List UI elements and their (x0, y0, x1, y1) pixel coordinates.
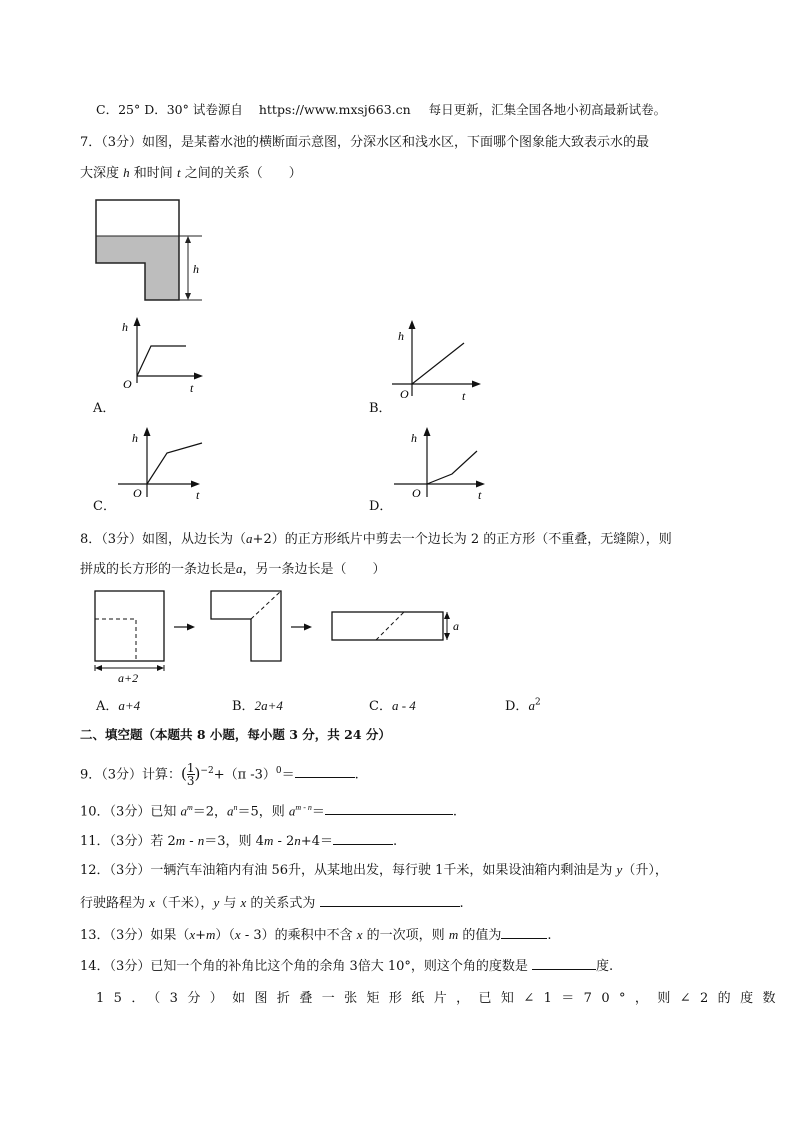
q7-option-c-graph[interactable] (110, 425, 210, 503)
top-line (96, 101, 666, 119)
svg-text:t: t (462, 389, 466, 402)
q12-line2: 行驶路程为 x（千米），y 与 x 的关系式为 . (80, 892, 464, 913)
section-2-heading: 二、填空题（本题共 8 小题，每小题 3 分，共 24 分） (80, 727, 391, 742)
pool-water (96, 236, 179, 300)
graph-curve (412, 343, 464, 384)
q11-line: 11．（3分）若 2m - n＝3，则 4m - 2n+4＝ . (80, 830, 397, 851)
q12-answer-blank[interactable] (320, 892, 460, 907)
source-prefix: 试卷源自 (192, 102, 243, 117)
cut-line (95, 619, 136, 661)
q9-answer-blank[interactable] (295, 763, 355, 778)
svg-text:O: O (412, 486, 421, 500)
svg-text:O: O (123, 377, 132, 391)
q13-answer-blank[interactable] (501, 924, 547, 939)
side-length-label: a+2 (118, 671, 139, 685)
l-shape-diagonal (251, 591, 281, 619)
q10-line: 10．（3分）已知 $a^m=2$，$a^n=5$，则 $a^{m - n}=$ . (80, 799, 457, 821)
q12-line1: 12．（3分）一辆汽车油箱内有油 56升，从某地出发，每行驶 1千米，如果设油箱内剩油是为 y（升）， (80, 862, 668, 878)
q10-answer-blank[interactable] (325, 800, 453, 815)
rectangle-diagonal (376, 612, 404, 640)
q15-line: 15．（3分）如图折叠一张矩形纸片，已知∠1＝70°，则∠2的度数 (96, 991, 785, 1006)
svg-text:O: O (133, 486, 142, 500)
q7-text-line1: 7．（3分）如图，是某蓄水池的横断面示意图，分深水区和浅水区，下面哪个图象能大致表示水的最 (80, 135, 650, 150)
q8-option-b[interactable]: B．2a+4 (232, 698, 283, 714)
q8-option-a[interactable]: A．a+4 (96, 698, 141, 714)
q9-line: 9．（3分）计算：( $\frac{1}{3}$ )$^{-2}$+（π -3）$^0$＝ . (80, 761, 359, 789)
q8-text-line1: 8．（3分）如图，从边长为（a+2）的正方形纸片中剪去一个边长为 2 的正方形（不重叠，无缝隙），则 (80, 531, 672, 547)
q9-fraction: $\frac{1}{3}$ (186, 761, 195, 789)
svg-text:t: t (190, 381, 194, 395)
q8-option-d[interactable]: D．$a^2$ (505, 697, 541, 714)
svg-text:h: h (132, 431, 138, 445)
q7-option-a-graph[interactable] (110, 315, 210, 395)
depth-label: h (193, 262, 199, 276)
svg-text:t: t (478, 488, 482, 502)
q7-option-c-letter[interactable]: C． (93, 499, 116, 514)
q7-option-d-graph[interactable] (386, 425, 490, 503)
result-rectangle (332, 612, 443, 640)
q7-option-a-letter[interactable]: A． (93, 401, 116, 416)
source-url[interactable]: https://www.mxsj663.cn (258, 102, 411, 117)
q8-text-line2: 拼成的长方形的一条边长是a，另一条边长是（ ） (80, 561, 386, 577)
q14-line: 14．（3分）已知一个角的补角比这个角的余角 3倍大 10°，则这个角的度数是 度. (80, 955, 613, 976)
q14-answer-blank[interactable] (532, 955, 596, 970)
graph-curve (147, 443, 202, 484)
svg-text:h: h (398, 329, 404, 343)
svg-text:h: h (411, 431, 417, 445)
graph-curve (137, 346, 186, 376)
graph-curve (427, 451, 477, 484)
q7-text-line2: 大深度 h 和时间 t 之间的关系（ ） (80, 165, 302, 181)
svg-text:h: h (122, 320, 128, 334)
svg-text:t: t (196, 488, 200, 502)
q7-option-b-letter[interactable]: B． (369, 401, 392, 416)
q7-option-b-graph[interactable] (386, 318, 486, 402)
source-slogan: 每日更新，汇集全国各地小初高最新试卷。 (428, 102, 667, 117)
svg-text:O: O (400, 387, 409, 401)
square-paper (95, 591, 164, 661)
q8-option-c[interactable]: C．a - 4 (369, 698, 416, 714)
q13-line: 13．（3分）如果（x+m）（x - 3）的乘积中不含 x 的一次项，则 m 的值为 . (80, 924, 551, 945)
q6-options-cd: C．25° D．30° (96, 102, 189, 117)
rectangle-side-label: a (453, 619, 459, 633)
q11-answer-blank[interactable] (333, 830, 393, 845)
q7-option-d-letter[interactable]: D． (369, 499, 393, 514)
l-shape (211, 591, 281, 661)
q8-figure (88, 585, 468, 685)
q7-pool-figure (90, 195, 230, 305)
